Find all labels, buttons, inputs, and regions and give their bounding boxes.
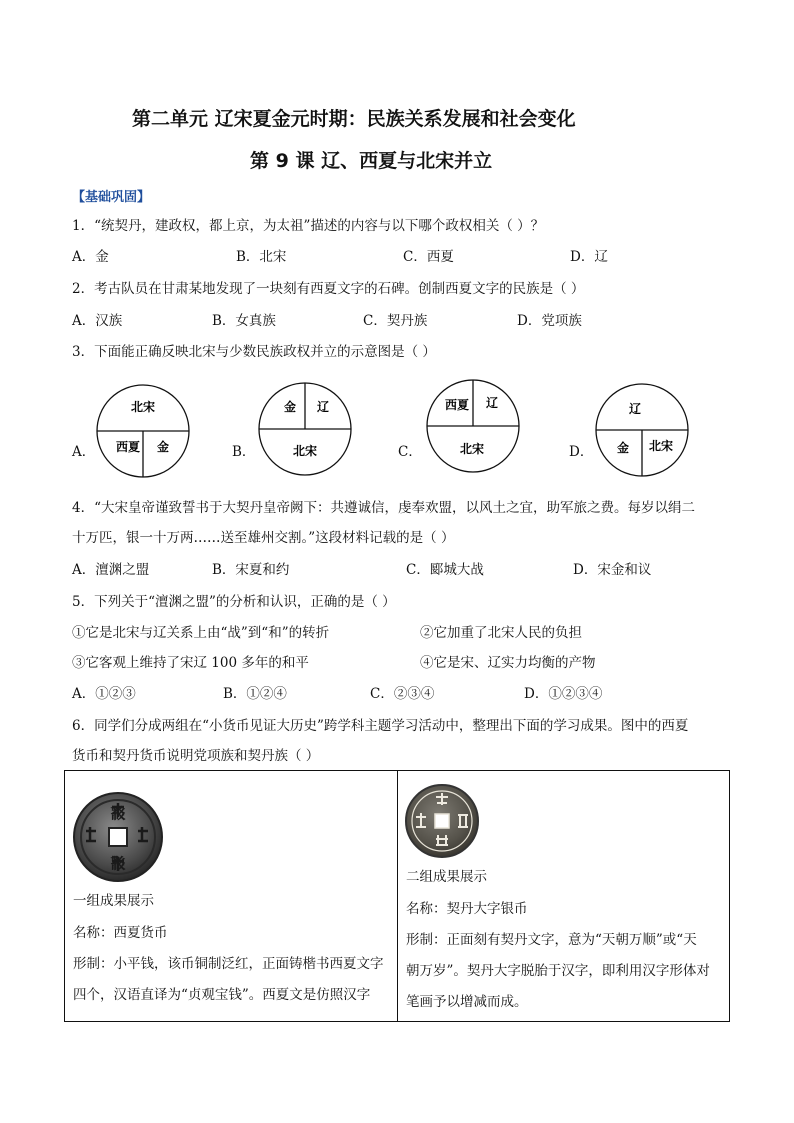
q5-statement-2: ②它加重了北宋人民的负担 bbox=[420, 625, 582, 641]
results-table bbox=[64, 770, 730, 1022]
diagram-d-label-bottom-right: 北宋 bbox=[648, 439, 674, 453]
svg-text:𘜶: 𘜶 bbox=[109, 804, 127, 823]
group2-desc-line1: 形制：正面刻有契丹文字，意为“天朝万顺”或“天 bbox=[406, 932, 697, 948]
diagram-a-label-bottom-right: 金 bbox=[156, 440, 170, 454]
diagram-a[interactable] bbox=[95, 383, 191, 479]
q2-option-a[interactable]: A．汉族 bbox=[72, 313, 123, 329]
q5-option-d[interactable]: D．①②③④ bbox=[524, 686, 603, 702]
q3-stem: 3．下面能正确反映北宋与少数民族政权并立的示意图是（ ） bbox=[72, 344, 436, 360]
diagram-b-label-top-right: 辽 bbox=[316, 400, 330, 414]
q5-option-b[interactable]: B．①②④ bbox=[223, 686, 287, 702]
diagram-b[interactable] bbox=[257, 381, 353, 477]
svg-text:𘜶: 𘜶 bbox=[109, 854, 127, 873]
group2-name: 名称：契丹大字银币 bbox=[406, 901, 528, 917]
q1-option-b[interactable]: B．北宋 bbox=[236, 249, 287, 265]
section-label: 【基础巩固】 bbox=[72, 190, 151, 205]
q4-option-b[interactable]: B．宋夏和约 bbox=[212, 562, 290, 578]
group1-desc-line2: 四个，汉语直译为“贞观宝钱”。西夏文是仿照汉字 bbox=[73, 987, 371, 1003]
q2-option-d[interactable]: D．党项族 bbox=[517, 313, 582, 329]
xixia-coin-icon bbox=[72, 791, 164, 883]
q3-option-a[interactable]: A． bbox=[72, 444, 96, 460]
q3-option-c[interactable]: C． bbox=[398, 444, 422, 460]
group1-desc-line1: 形制：小平钱，该币铜制泛红，正面铸楷书西夏文字 bbox=[73, 956, 384, 972]
q6-stem-line2: 货币和契丹货币说明党项族和契丹族（ ） bbox=[72, 748, 320, 764]
group2-desc-line2: 朝万岁”。契丹大字脱胎于汉字，即利用汉字形体对 bbox=[406, 963, 710, 979]
q5-option-a[interactable]: A．①②③ bbox=[72, 686, 136, 702]
q4-stem-line1: 4．“大宋皇帝谨致誓书于大契丹皇帝阙下：共遵诚信，虔奉欢盟，以风土之宜，助军旅之费。每岁以绢二 bbox=[72, 500, 695, 516]
q3-option-d[interactable]: D． bbox=[569, 444, 594, 460]
q4-option-c[interactable]: C．郾城大战 bbox=[406, 562, 484, 578]
diagram-d-label-bottom-left: 金 bbox=[616, 441, 630, 455]
diagram-c-label-top-right: 辽 bbox=[485, 396, 499, 410]
q1-option-c[interactable]: C．西夏 bbox=[403, 249, 454, 265]
group2-cell bbox=[398, 771, 730, 1022]
diagram-c[interactable] bbox=[425, 378, 521, 474]
q4-option-d[interactable]: D．宋金和议 bbox=[573, 562, 652, 578]
diagram-a-label-top: 北宋 bbox=[130, 400, 156, 414]
q5-option-c[interactable]: C．②③④ bbox=[370, 686, 435, 702]
q1-option-d[interactable]: D．辽 bbox=[570, 249, 608, 265]
diagram-b-label-bottom: 北宋 bbox=[292, 444, 318, 458]
group2-desc-line3: 笔画予以增减而成。 bbox=[406, 994, 528, 1010]
diagram-b-label-top-left: 金 bbox=[283, 400, 297, 414]
q1-stem: 1．“统契丹，建政权，都上京，为太祖”描述的内容与以下哪个政权相关（ ）？ bbox=[72, 218, 545, 234]
lesson-title: 第 9 课 辽、西夏与北宋并立 bbox=[250, 150, 493, 172]
q5-statement-3: ③它客观上维持了宋辽 100 多年的和平 bbox=[72, 655, 309, 671]
group1-heading: 一组成果展示 bbox=[73, 893, 154, 909]
q5-statement-4: ④它是宋、辽实力均衡的产物 bbox=[420, 655, 596, 671]
diagram-c-label-bottom: 北宋 bbox=[459, 442, 485, 456]
diagram-d[interactable] bbox=[594, 382, 690, 478]
q5-statement-1: ①它是北宋与辽关系上由“战”到“和”的转折 bbox=[72, 625, 330, 641]
diagram-a-label-bottom-left: 西夏 bbox=[115, 440, 141, 454]
q4-stem-line2: 十万匹，银一十万两……送至雄州交割。”这段材料记载的是（ ） bbox=[72, 530, 455, 546]
group2-heading: 二组成果展示 bbox=[406, 869, 487, 885]
q2-option-c[interactable]: C．契丹族 bbox=[363, 313, 428, 329]
diagram-d-label-top: 辽 bbox=[628, 402, 642, 416]
q4-option-a[interactable]: A．澶渊之盟 bbox=[72, 562, 150, 578]
q2-stem: 2．考古队员在甘肃某地发现了一块刻有西夏文字的石碑。创制西夏文字的民族是（ ） bbox=[72, 281, 585, 297]
group1-cell bbox=[65, 771, 398, 1022]
q6-stem-line1: 6．同学们分成两组在“小货币见证大历史”跨学科主题学习活动中，整理出下面的学习成果。图中的西夏 bbox=[72, 718, 689, 734]
q1-option-a[interactable]: A．金 bbox=[72, 249, 109, 265]
diagram-c-label-top-left: 西夏 bbox=[444, 398, 470, 412]
q2-option-b[interactable]: B．女真族 bbox=[212, 313, 276, 329]
group1-name: 名称：西夏货币 bbox=[73, 925, 168, 941]
q5-stem: 5．下列关于“澶渊之盟”的分析和认识，正确的是（ ） bbox=[72, 594, 396, 610]
unit-title: 第二单元 辽宋夏金元时期：民族关系发展和社会变化 bbox=[132, 108, 576, 130]
q3-option-b[interactable]: B． bbox=[232, 444, 256, 460]
khitan-coin-icon bbox=[404, 783, 480, 859]
